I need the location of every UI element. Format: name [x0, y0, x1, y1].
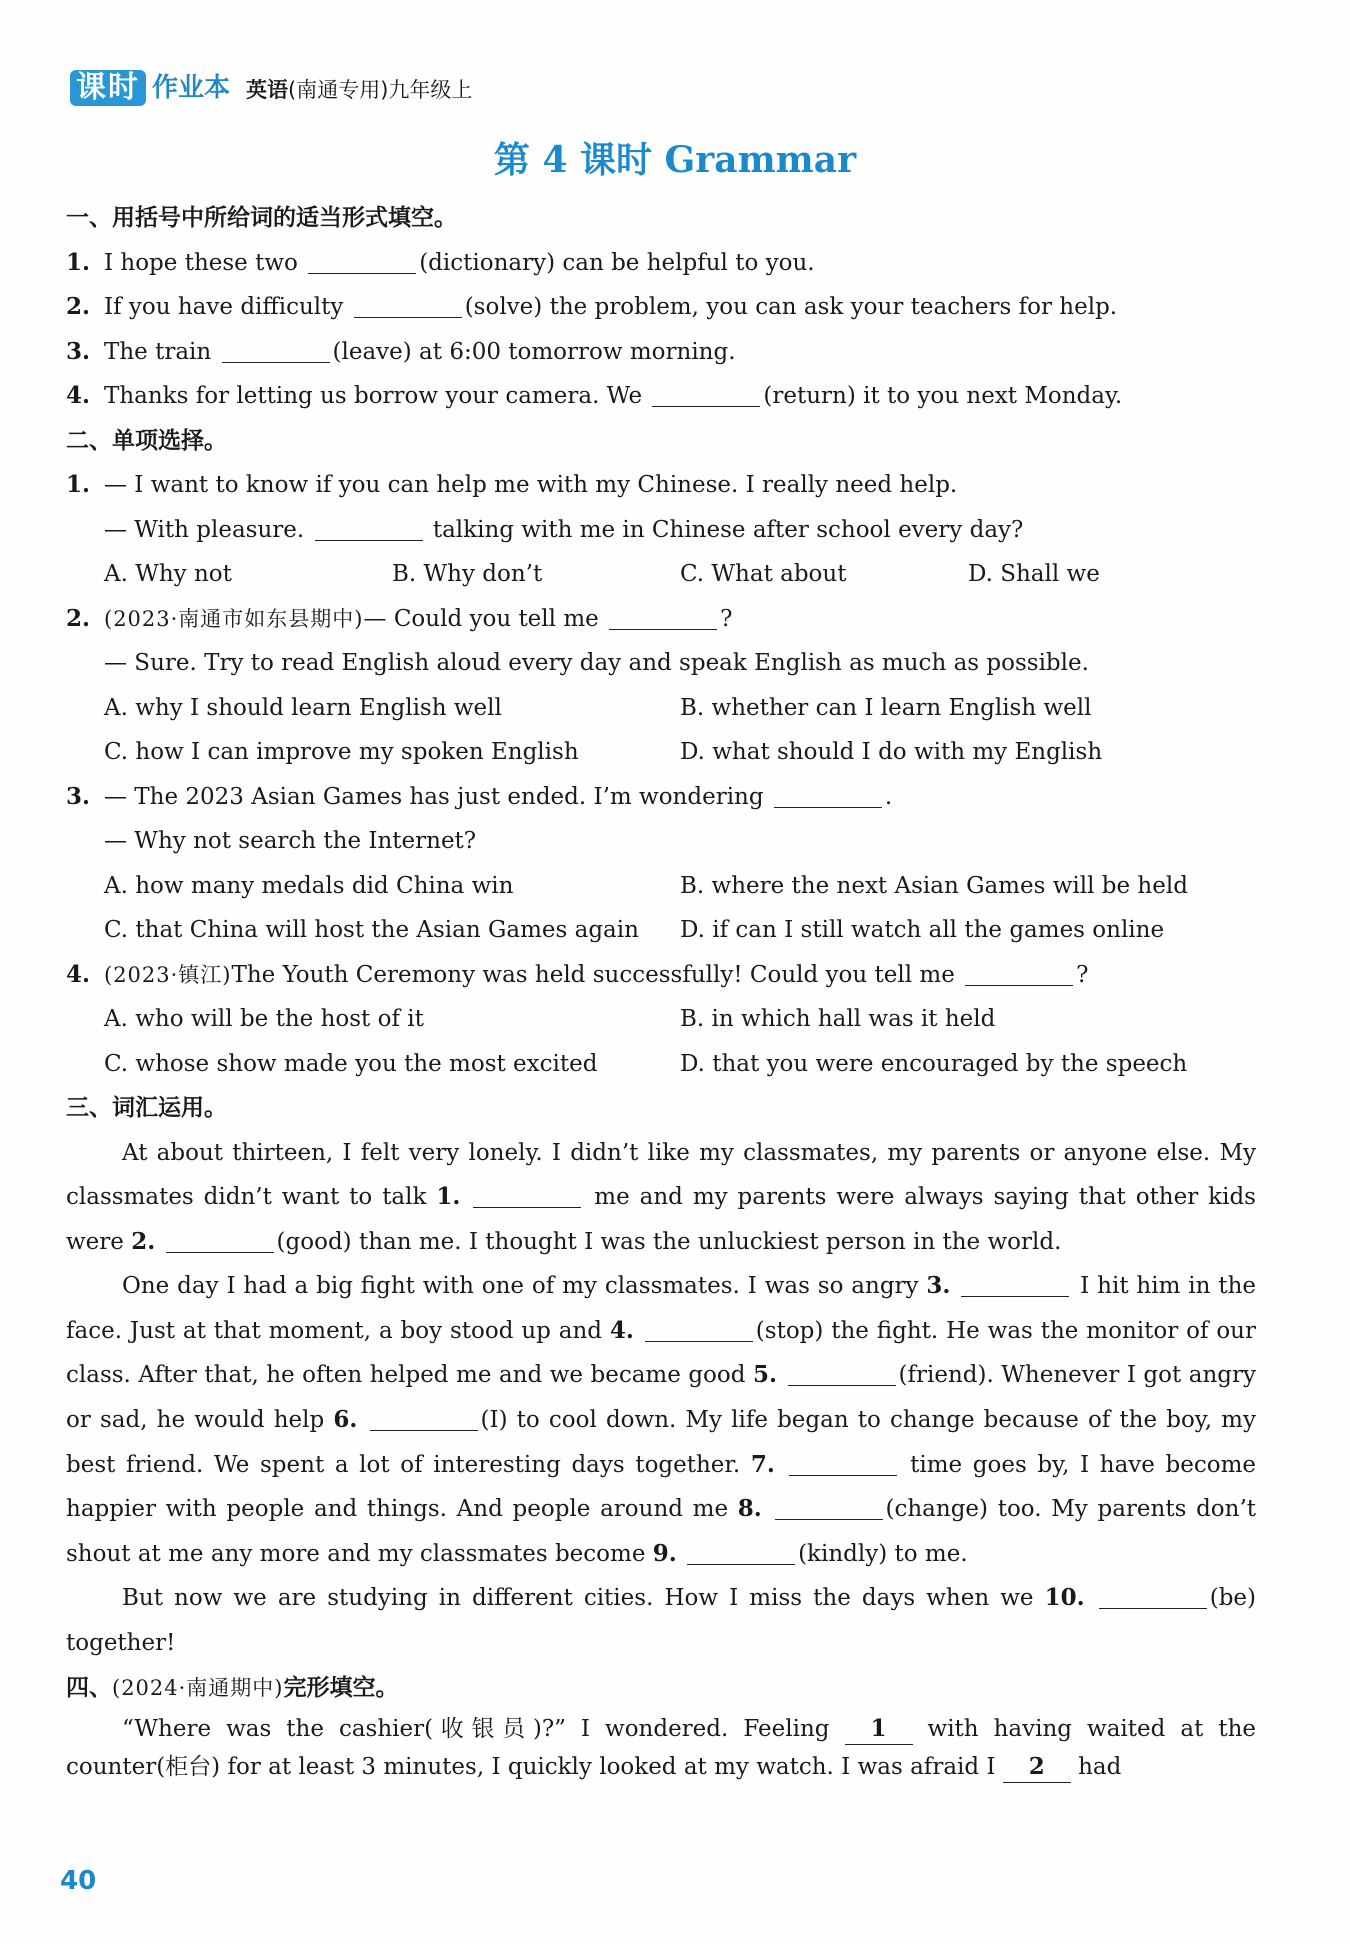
mc-q2-options-cd	[66, 730, 1256, 775]
answer-blank[interactable]	[473, 1183, 581, 1208]
mc-q3-line2: — Why not search the Internet?	[104, 828, 477, 854]
answer-blank[interactable]	[1099, 1584, 1207, 1609]
fill-item-2: 2. If you have difficulty (solve) the problem, you can ask your teachers for help.	[66, 293, 1118, 320]
section-3-heading: 三、词汇运用。	[66, 1095, 227, 1121]
option-d[interactable]: D. Shall we	[968, 561, 1100, 587]
passage-paragraph-1: At about thirteen, I felt very lonely. I didn’t like my classmates, my parents or anyone else. My classmates didn’t want to talk 1. me and my parents were always saying that other kids were 2. (good) than me. I thought I was the unluckiest person in the world.	[66, 1139, 1256, 1255]
answer-blank[interactable]	[789, 1451, 897, 1476]
answer-blank[interactable]	[788, 1361, 896, 1386]
option-c[interactable]: C. that China will host the Asian Games again	[104, 917, 639, 943]
option-d[interactable]: D. if can I still watch all the games online	[680, 917, 1165, 943]
mc-q1-line2: — With pleasure. talking with me in Chinese after school every day?	[104, 516, 1024, 543]
option-b[interactable]: B. Why don’t	[392, 561, 543, 587]
subject-label: 英语(南通专用)九年级上	[246, 78, 473, 102]
answer-blank[interactable]	[687, 1540, 795, 1565]
section-2-heading: 二、单项选择。	[66, 427, 227, 454]
answer-blank[interactable]	[354, 293, 462, 318]
option-b[interactable]: B. where the next Asian Games will be held	[680, 872, 1188, 899]
option-b[interactable]: B. in which hall was it held	[680, 1006, 996, 1032]
cloze-blank-1[interactable]: 1	[845, 1714, 913, 1745]
cloze-paragraph: “Where was the cashier(收银员)?” I wondered. Feeling 1 with having waited at the counter(柜台) for at least 3 minutes, I quickly looked at my watch. I was afraid I 2 had	[66, 1710, 1256, 1786]
answer-blank[interactable]	[965, 961, 1073, 986]
answer-blank[interactable]	[774, 783, 882, 808]
mc-q3-line1: 3. — The 2023 Asian Games has just ended. I’m wondering .	[66, 782, 893, 810]
answer-blank[interactable]	[609, 605, 717, 630]
option-a[interactable]: A. why I should learn English well	[104, 694, 502, 721]
option-a[interactable]: A. who will be the host of it	[104, 1006, 424, 1032]
mc-q1-options	[66, 552, 1256, 597]
option-a[interactable]: A. Why not	[104, 561, 232, 587]
answer-blank[interactable]	[775, 1495, 883, 1520]
mc-q1-line1: 1. — I want to know if you can help me with my Chinese. I really need help.	[66, 471, 958, 498]
section-1-heading: 一、用括号中所给词的适当形式填空。	[66, 205, 457, 231]
mc-q3-options-cd	[66, 908, 1256, 953]
option-b[interactable]: B. whether can I learn English well	[680, 694, 1092, 721]
mc-q4-line1: 4. (2023·镇江)The Youth Ceremony was held successfully! Could you tell me ?	[66, 960, 1089, 988]
fill-item-3: 3. The train (leave) at 6:00 tomorrow morning.	[66, 337, 736, 365]
option-d[interactable]: D. that you were encouraged by the speech	[680, 1050, 1188, 1077]
option-d[interactable]: D. what should I do with my English	[680, 739, 1103, 765]
passage-paragraph-2: One day I had a big fight with one of my classmates. I was so angry 3. I hit him in the face. Just at that moment, a boy stood up and 4. (stop) the fight. He was the monitor of our class. After that, he often helped me and we became good 5. (friend). Whenever I got angry or sad, he would help 6. (I) to cool down. My life began to change because of the boy, my best friend. We spent a lot of interesting days together. 7. time goes by, I have become happier with people and things. And people around me 8. (change) too. My parents don’t shout at me any more and my classmates become 9. (kindly) to me.	[66, 1272, 1257, 1567]
worksheet-content	[66, 196, 1256, 1786]
answer-blank[interactable]	[652, 382, 760, 407]
fill-item-1: 1. I hope these two (dictionary) can be helpful to you.	[66, 248, 815, 276]
page-number: 40	[60, 1866, 97, 1896]
option-c[interactable]: C. whose show made you the most excited	[104, 1050, 598, 1077]
page-header	[70, 70, 472, 106]
answer-blank[interactable]	[645, 1317, 753, 1342]
section-4-heading: 四、(2024·南通期中)完形填空。	[66, 1674, 399, 1701]
lesson-title: 第 4 课时 Grammar	[493, 139, 857, 181]
answer-blank[interactable]	[370, 1406, 478, 1431]
answer-blank[interactable]	[308, 249, 416, 274]
mc-q2-line2: — Sure. Try to read English aloud every day and speak English as much as possible.	[104, 650, 1089, 676]
mc-q3-options-ab	[66, 864, 1256, 909]
answer-blank[interactable]	[315, 516, 423, 541]
mc-q4-options-cd	[66, 1042, 1256, 1087]
mc-q2-options-ab	[66, 686, 1256, 731]
fill-item-4: 4. Thanks for letting us borrow your camera. We (return) it to you next Monday.	[66, 382, 1123, 409]
answer-blank[interactable]	[166, 1228, 274, 1253]
brand-logo-part1: 课时	[70, 70, 146, 106]
passage-paragraph-3: But now we are studying in different cities. How I miss the days when we 10. (be) together!	[66, 1584, 1256, 1657]
option-c[interactable]: C. how I can improve my spoken English	[104, 739, 579, 765]
mc-q4-options-ab	[66, 997, 1256, 1042]
mc-q2-line1: 2. (2023·南通市如东县期中)— Could you tell me ?	[66, 604, 733, 632]
option-c[interactable]: C. What about	[680, 561, 847, 587]
brand-logo-part2: 作业本	[152, 73, 231, 103]
cloze-blank-2[interactable]: 2	[1003, 1752, 1071, 1783]
answer-blank[interactable]	[222, 338, 330, 363]
option-a[interactable]: A. how many medals did China win	[104, 872, 514, 899]
answer-blank[interactable]	[961, 1272, 1069, 1297]
